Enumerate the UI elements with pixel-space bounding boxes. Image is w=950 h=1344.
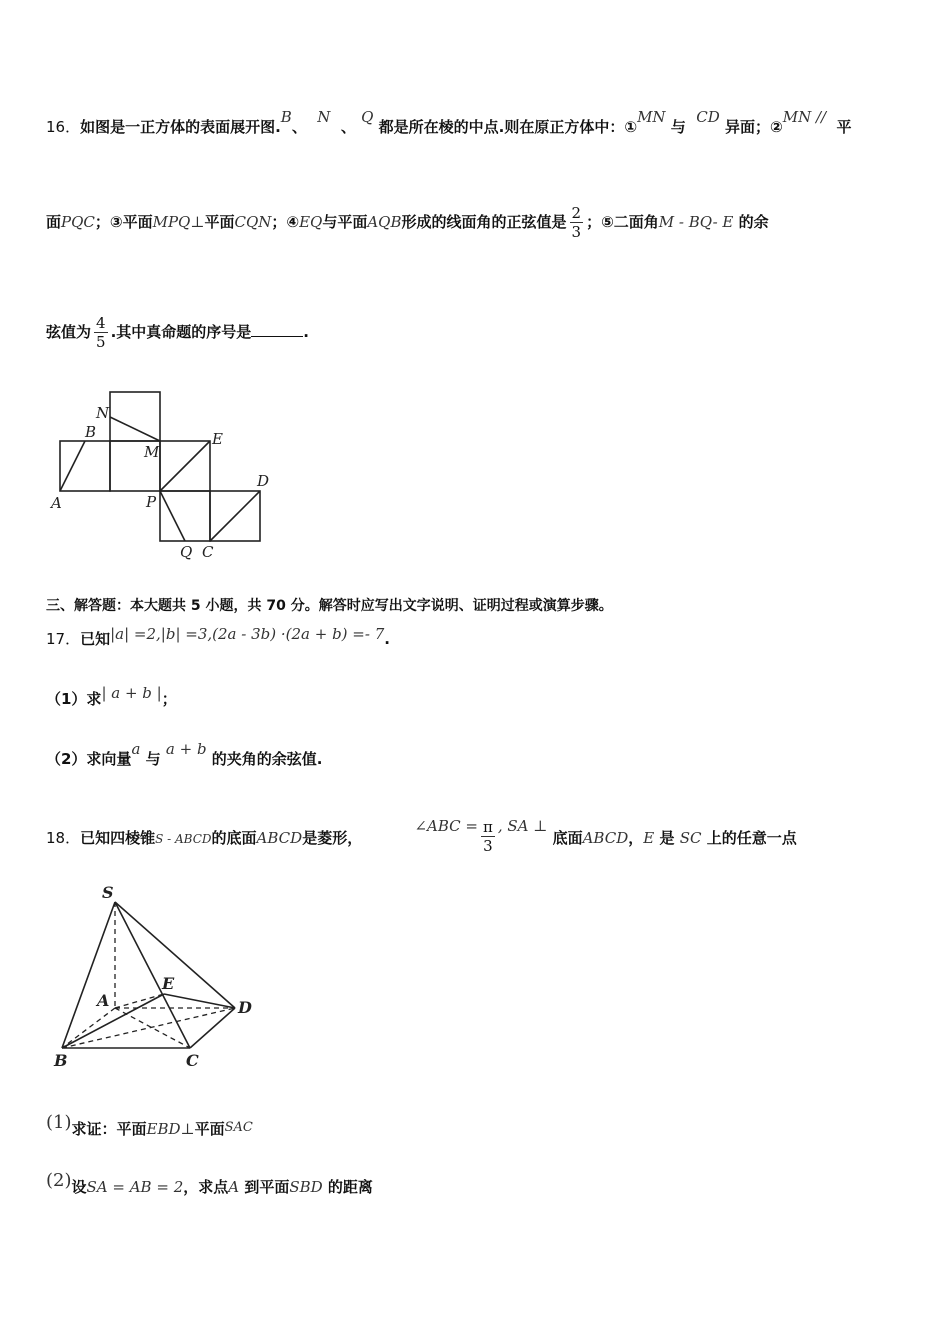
segment-ED [164, 994, 235, 1008]
segment-AB [60, 441, 85, 491]
edge-SD [115, 902, 235, 1008]
label-A: A [51, 494, 62, 512]
net-left-square [60, 441, 110, 491]
label-S: S [102, 883, 114, 902]
q17-part2: （2）求向量a 与 a + b 的夹角的余弦值. [46, 740, 323, 768]
label-B: B [54, 1051, 68, 1070]
segment-NM [110, 417, 160, 441]
label-N: N [96, 404, 110, 422]
q16-number: 16． [46, 118, 81, 136]
label-C: C [186, 1051, 199, 1070]
label-E: E [162, 974, 175, 993]
q16-line1: 16．如图是一正方体的表面展开图.B、 N 、 Q 都是所在棱的中点.则在原正方体中：①MN 与 CD 异面；②MN // 平 [46, 108, 852, 136]
section-heading: 三、解答题：本大题共 5 小题，共 70 分。解答时应写出文字说明、证明过程或演算步骤。 [46, 598, 613, 614]
diagonal-AC [115, 1008, 190, 1048]
label-B: B [85, 423, 97, 441]
edge-SC [115, 902, 190, 1048]
label-D: D [257, 472, 270, 490]
q16-line3: 弦值为 $\frac{4}{5}$ .其中真命题的序号是 . [46, 314, 309, 351]
q16-line2: 面PQC；③平面MPQ⊥平面CQN；④EQ与平面AQB形成的线面角的正弦值是 $\frac{2}{3}$ ；⑤二面角M - BQ- E 的余 [46, 204, 769, 241]
pyramid-figure [40, 878, 270, 1078]
q18-part1: (1)求证：平面EBD⊥平面SAC [46, 1112, 253, 1138]
answer-blank[interactable] [251, 324, 303, 337]
segment-BE [62, 994, 164, 1048]
net-bottom-left-square [160, 491, 210, 541]
label-M: M [144, 443, 160, 461]
label-Q: Q [180, 543, 193, 561]
fraction-four-fifths: $\frac{4}{5}$ [96, 314, 106, 351]
segment-PQ [160, 491, 185, 541]
q17-stem: 17．已知|a| =2,|b| =3,(2a - 3b) ·(2a + b) =- 7. [46, 625, 390, 648]
label-C: C [202, 543, 214, 561]
fraction-pi-over-three: $\frac{\pi}{3}$ [482, 818, 493, 855]
edge-SB [62, 902, 115, 1048]
label-A: A [97, 991, 110, 1010]
q18-stem: 18．已知四棱锥S - ABCD的底面ABCD是菱形， ∠ABC = $\frac{\pi}{3}$ , SA ⊥ 底面ABCD，E 是 SC 上的任意一点 [46, 817, 797, 855]
edge-CD [190, 1008, 235, 1048]
label-P: P [146, 493, 157, 511]
q18-part2: (2)设SA = AB = 2，求点A 到平面SBD 的距离 [46, 1170, 373, 1196]
label-D: D [238, 998, 252, 1017]
segment-CD [210, 491, 260, 541]
segment-PE [160, 441, 210, 491]
q17-number: 17． [46, 630, 81, 648]
net-top-square [110, 392, 160, 441]
cube-net-figure [40, 385, 280, 565]
q18-number: 18． [46, 829, 81, 847]
diagonal-BD [62, 1008, 235, 1048]
segment-AE [115, 994, 164, 1008]
fraction-two-thirds: $\frac{2}{3}$ [571, 204, 582, 241]
q17-part1: （1）求| a + b |； [46, 684, 177, 708]
label-E: E [212, 430, 223, 448]
